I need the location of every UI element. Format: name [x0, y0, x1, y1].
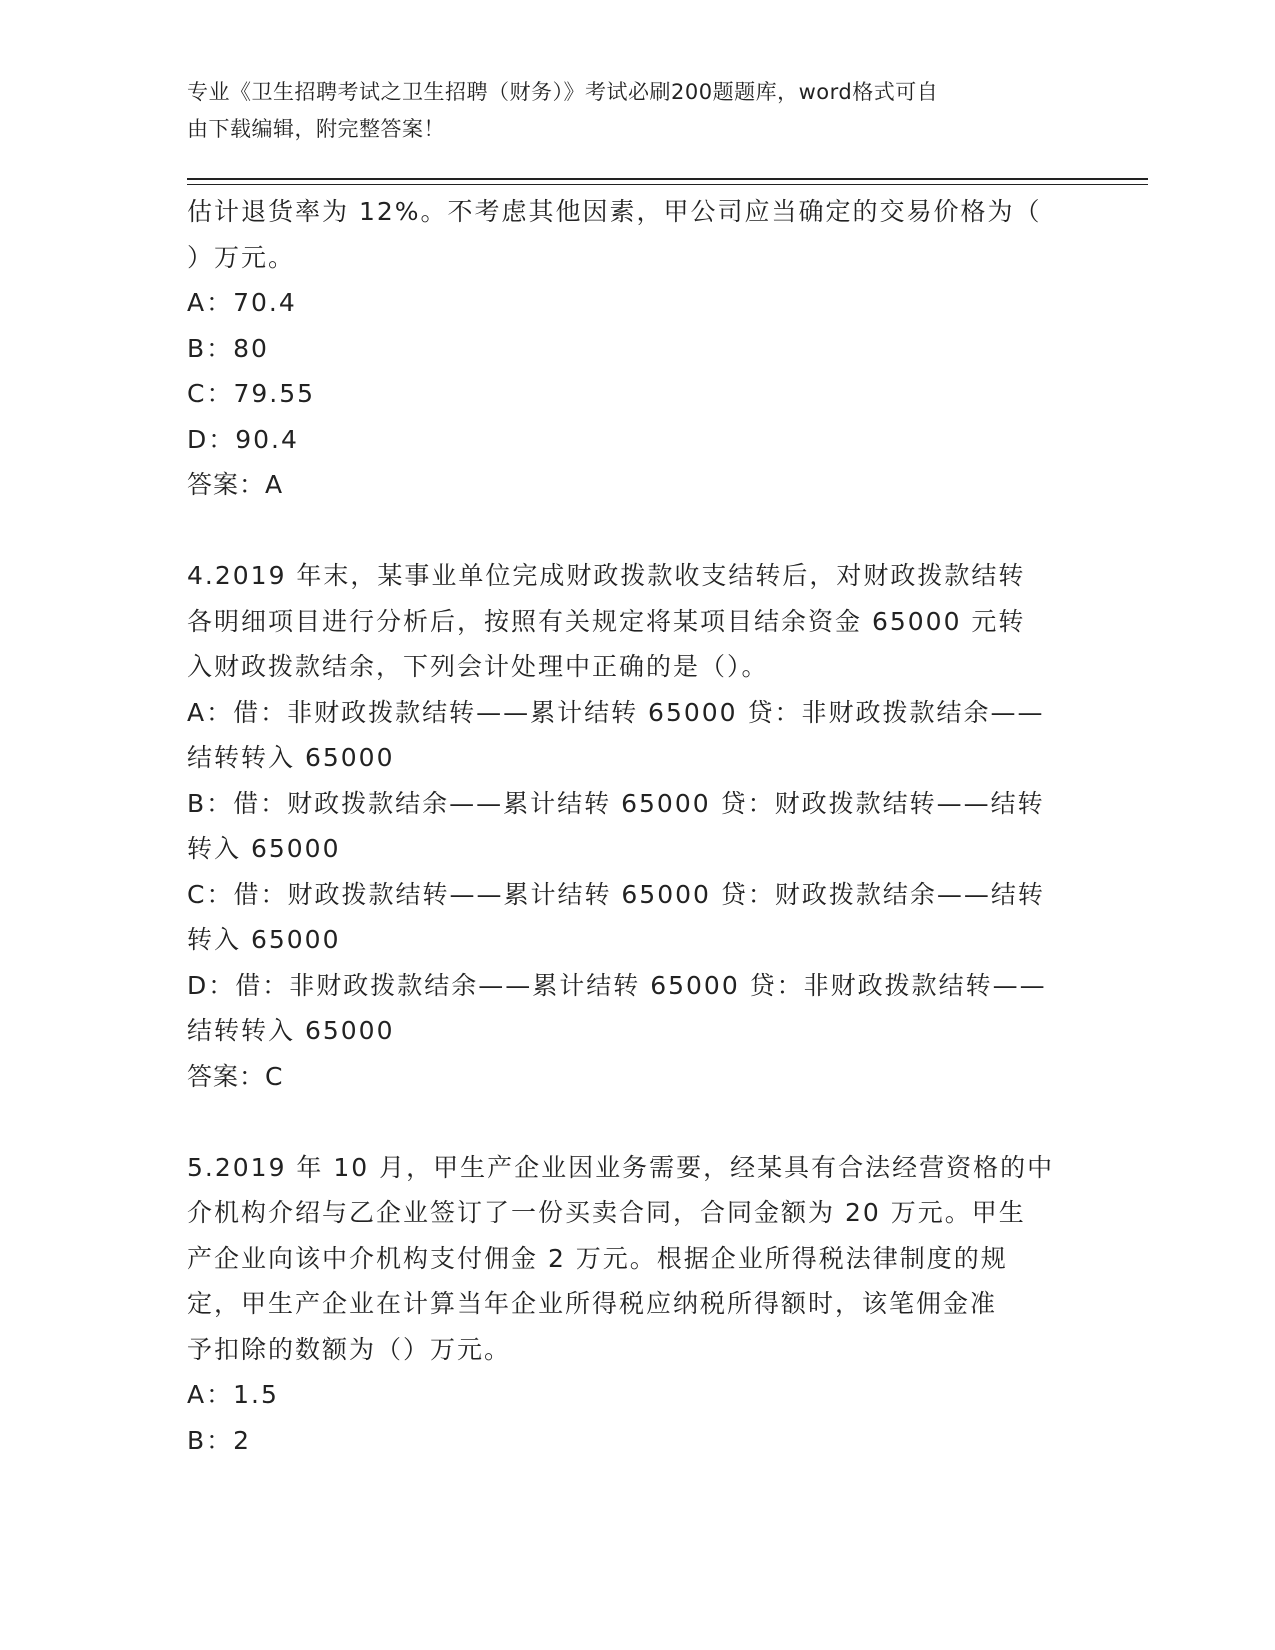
question-4-text-line: 入财政拨款结余，下列会计处理中正确的是（）。: [187, 652, 769, 681]
question-content: [187, 189, 1087, 1463]
header-line-1: 专业《卫生招聘考试之卫生招聘（财务）》考试必刷200题题库，word格式可自: [187, 80, 939, 104]
question-5-option-b: B：2: [187, 1425, 252, 1455]
question-3-option-a: A：70.4: [187, 288, 297, 317]
question-3-option-d: D：90.4: [187, 424, 299, 454]
question-3-text-line: ）万元。: [187, 242, 296, 272]
question-4-option-a-cont: 结转转入 65000: [187, 743, 395, 772]
question-3-option-b: B：80: [187, 333, 269, 363]
document-header: [187, 74, 1067, 148]
question-5-text-line: 产企业向该中介机构支付佣金 2 万元。根据企业所得税法律制度的规: [187, 1243, 1008, 1273]
header-divider-thick: [187, 178, 1148, 180]
question-4-text-line: 4.2019 年末，某事业单位完成财政拨款收支结转后，对财政拨款结转: [187, 561, 1026, 590]
spacer: [187, 508, 1087, 554]
header-line-2: 由下载编辑，附完整答案！: [187, 117, 445, 141]
question-4-option-a: A：借：非财政拨款结转——累计结转 65000 贷：非财政拨款结余——: [187, 697, 1045, 727]
question-4-option-d-cont: 结转转入 65000: [187, 1016, 395, 1045]
header-divider-thin: [187, 184, 1148, 185]
question-4-answer: 答案：C: [187, 1061, 284, 1091]
question-4-option-b: B：借：财政拨款结余——累计结转 65000 贷：财政拨款结转——结转: [187, 788, 1045, 818]
question-3-option-c: C：79.55: [187, 379, 316, 408]
spacer: [187, 1099, 1087, 1145]
question-5: [187, 1145, 1087, 1464]
question-4-option-c-cont: 转入 65000: [187, 925, 341, 954]
question-5-option-a: A：1.5: [187, 1380, 279, 1409]
question-4-text-line: 各明细项目进行分析后，按照有关规定将某项目结余资金 65000 元转: [187, 606, 1026, 636]
question-4-option-b-cont: 转入 65000: [187, 834, 341, 863]
question-3-answer: 答案：A: [187, 470, 284, 499]
question-5-text-line: 5.2019 年 10 月，甲生产企业因业务需要，经某具有合法经营资格的中: [187, 1152, 1055, 1182]
question-4-option-c: C：借：财政拨款结转——累计结转 65000 贷：财政拨款结余——结转: [187, 879, 1045, 909]
question-5-text-line: 定，甲生产企业在计算当年企业所得税应纳税所得额时，该笔佣金准: [187, 1289, 998, 1318]
question-4: [187, 553, 1087, 1099]
question-5-text-line: 予扣除的数额为（）万元。: [187, 1334, 512, 1364]
question-3: [187, 189, 1087, 508]
question-3-text-line: 估计退货率为 12%。不考虑其他因素，甲公司应当确定的交易价格为（: [187, 197, 1042, 226]
question-5-text-line: 介机构介绍与乙企业签订了一份买卖合同，合同金额为 20 万元。甲生: [187, 1198, 1026, 1227]
question-4-option-d: D：借：非财政拨款结余——累计结转 65000 贷：非财政拨款结转——: [187, 970, 1047, 1000]
